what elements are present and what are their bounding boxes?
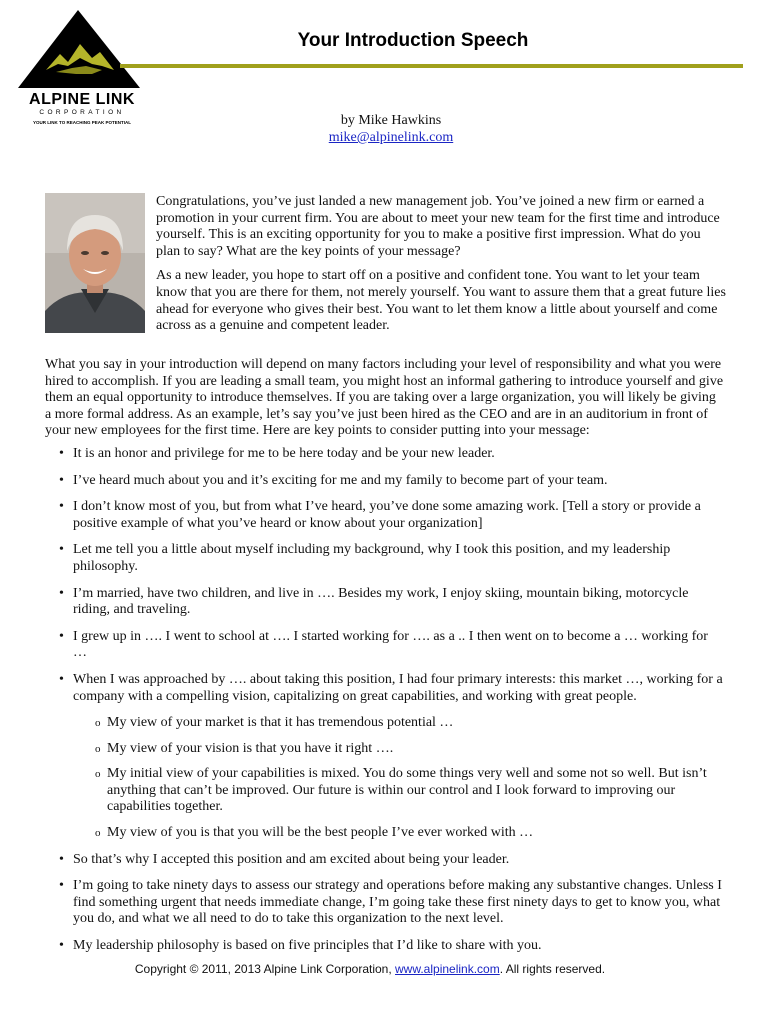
body-section xyxy=(45,357,725,965)
list-item xyxy=(45,878,725,928)
bullet-icon: • xyxy=(59,499,64,515)
list-item-text: My leadership philosophy is based on five principles that I’d like to share with you. xyxy=(73,938,542,954)
list-item-text: I’m married, have two children, and live in …. Besides my work, I enjoy skiing, mountain biking, motorcycle riding, and traveling. xyxy=(73,585,689,618)
sub-list-item-text: My view of your market is that it has tremendous potential … xyxy=(107,715,454,731)
circle-bullet-icon: o xyxy=(95,768,101,781)
list-item-text: I’m going to take ninety days to assess our strategy and operations before making any substantive changes. Unless I find something urgent that needs immediate change, I’m going take these first ninety days to get to know you, what you do, and what we all need to do to take this organization to the next level. xyxy=(73,878,722,927)
list-item-text: Let me tell you a little about myself including my background, why I took this position, and my leadership philosophy. xyxy=(73,542,671,574)
list-item-text: I grew up in …. I went to school at …. I started working for …. as a .. I then went on to become a … working for … xyxy=(73,628,708,661)
sub-list-item-text: My view of you is that you will be the best people I’ve ever worked with … xyxy=(107,825,534,841)
copyright-text: Copyright © 2011, 2013 Alpine Link Corporation, xyxy=(134,962,396,976)
bullet-icon: • xyxy=(59,472,64,488)
sub-list-item xyxy=(73,766,725,816)
list-item-text: I don’t know most of you, but from what I’ve heard, you’ve done some amazing work. [Tell a story or provide a positive example of what you’ve heard or know about your organization] xyxy=(73,499,701,531)
company-logo xyxy=(14,8,146,128)
logo-tagline: YOUR LINK TO REACHING PEAK POTENTIAL xyxy=(33,120,131,125)
sub-list-item xyxy=(73,825,725,842)
body-paragraph: What you say in your introduction will depend on many factors including your level of responsibility and what you were hired to accomplish. If you are leading a small team, you might host an informal gathering to introduce yourself and give them an equal opportunity to introduce themselves. If you are taking over a large organization, you will likely be giving a more formal address. As an example, let’s say you’ve just been hired as the CEO and are in an auditorium in front of your new employees for the first time. Here are key points to consider putting into your message: xyxy=(45,357,724,439)
sub-list-item-text: My view of your vision is that you have it right …. xyxy=(107,740,394,756)
list-item xyxy=(45,499,725,532)
bullet-icon: • xyxy=(59,851,64,867)
bullet-icon: • xyxy=(59,878,64,894)
key-points-list xyxy=(45,446,725,955)
logo-brand: ALPINE LINK xyxy=(29,91,135,108)
circle-bullet-icon: o xyxy=(95,742,101,755)
list-item xyxy=(45,629,725,662)
list-item-text: I’ve heard much about you and it’s exciting for me and my family to become part of your team. xyxy=(73,472,608,488)
mountain-triangle-icon xyxy=(16,8,144,92)
bullet-icon: • xyxy=(59,542,64,558)
list-item-text: So that’s why I accepted this position and am excited about being your leader. xyxy=(73,851,510,867)
circle-bullet-icon: o xyxy=(95,717,101,730)
intro-section xyxy=(156,194,726,343)
copyright-footer xyxy=(0,962,740,976)
bullet-icon: • xyxy=(59,445,64,461)
list-item xyxy=(45,473,725,490)
bullet-icon: • xyxy=(59,671,64,687)
bullet-icon: • xyxy=(59,585,64,601)
list-item xyxy=(45,542,725,575)
list-item xyxy=(45,852,725,869)
bullet-icon: • xyxy=(59,628,64,644)
list-item-text: It is an honor and privilege for me to be here today and be your new leader. xyxy=(73,445,495,461)
rights-text: . All rights reserved. xyxy=(499,962,606,976)
intro-paragraph-1: Congratulations, you’ve just landed a new management job. You’ve joined a new firm or earned a promotion in your current firm. You are about to meet your new team for the first time and introduce yourself. This is an exciting opportunity for you to make a positive first impression. What do you plan to say? What are the key points of your message? xyxy=(156,194,720,259)
list-item xyxy=(45,586,725,619)
list-item xyxy=(45,672,725,842)
sub-list-item-text: My initial view of your capabilities is mixed. You do some things very well and some not so well. But isn’t anything that can’t be improved. Our future is within our control and I look forward to improving our capabilities together. xyxy=(107,766,707,815)
byline xyxy=(246,112,536,146)
header-rule xyxy=(120,64,743,68)
list-item xyxy=(45,446,725,463)
list-item-text: When I was approached by …. about taking this position, I had four primary interests: this market …, working for a company with a compelling vision, capitalizing on great capabilities, and working with great people. xyxy=(73,671,723,704)
author-name: by Mike Hawkins xyxy=(340,113,442,128)
bullet-icon: • xyxy=(59,938,64,954)
list-item xyxy=(45,938,725,955)
website-link[interactable]: www.alpinelink.com xyxy=(395,962,500,976)
author-email-link[interactable]: mike@alpinelink.com xyxy=(328,130,454,145)
circle-bullet-icon: o xyxy=(95,827,101,840)
page-title: Your Introduction Speech xyxy=(297,30,529,51)
sub-list-item xyxy=(73,715,725,732)
sub-list-item xyxy=(73,741,725,758)
logo-subtitle: CORPORATION xyxy=(39,109,125,116)
sub-points-list xyxy=(73,715,725,842)
author-portrait xyxy=(45,193,145,333)
intro-paragraph-2: As a new leader, you hope to start off on a positive and confident tone. You want to let your team know that you are there for them, not merely yourself. You want to assure them that a great future lies ahead for everyone who gives their best. You want to let them know a little about yourself and come across as a genuine and competent leader. xyxy=(156,268,726,334)
